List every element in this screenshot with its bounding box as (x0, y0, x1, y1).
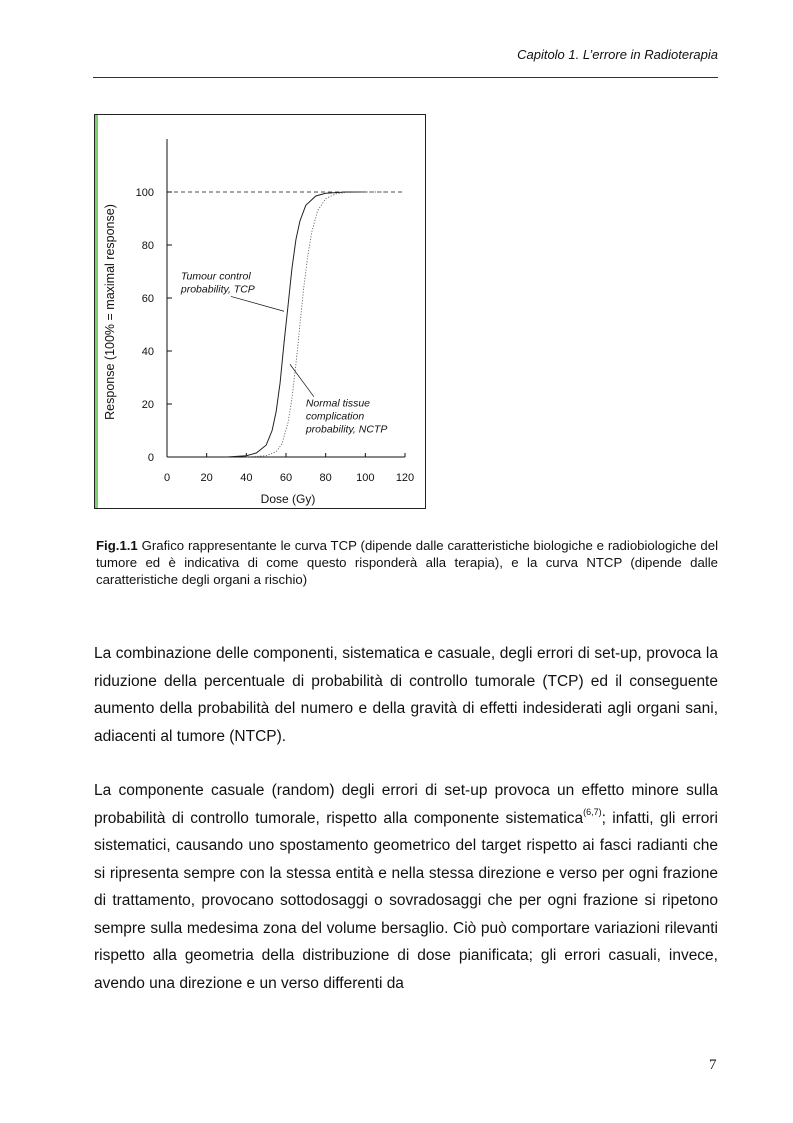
y-tick-label: 20 (141, 399, 154, 411)
ntcp-annotation-line: probability, NCTP (305, 423, 388, 436)
x-tick-label: 120 (395, 472, 415, 484)
citation-ref: (6,7) (583, 806, 602, 817)
ntcp-annotation-line: complication (305, 410, 365, 423)
tcp-pointer (231, 296, 284, 311)
body-paragraph-2 (94, 777, 718, 997)
body-paragraph-2-text-b: ; infatti, gli errori sistematici, causando uno spostamento geometrico del target rispetto ai fasci radianti che si ripresenta sempre con la stessa entità e nella stessa direzione e verso per ogni frazione di trattamento, provocano sottodosaggi o sovradosaggi che per ogni frazione si ripetono sempre sulla medesima zona del volume bersaglio. Ciò può comportare variazioni rilevanti rispetto alla geometria della distribuzione di dose pianificata; gli errori casuali, invece, avendo una direzione e un verso differenti da (94, 809, 718, 992)
ntcp-pointer (290, 364, 314, 396)
figure-label: Fig.1.1 (96, 538, 138, 553)
body-paragraph-1: La combinazione delle componenti, sistematica e casuale, degli errori di set-up, provoca la riduzione della percentuale di probabilità di controllo tumorale (TCP) ed il conseguente aumento della probabilità del numero e della gravità di effetti indesiderati agli organi sani, adiacenti al tumore (NTCP). (94, 645, 718, 745)
running-head: Capitolo 1. L’errore in Radioterapia (517, 47, 718, 62)
y-tick-label: 80 (141, 240, 154, 252)
x-tick-label: 60 (279, 472, 293, 484)
figure-caption (96, 537, 718, 588)
x-tick-label: 40 (240, 472, 253, 484)
dose-response-chart (95, 115, 427, 510)
body-paragraph-2-text-a: La componente casuale (random) degli errori di set-up provoca un effetto minore sulla probabilità di controllo tumorale, rispetto alla componente sistematica (94, 782, 718, 827)
page-number: 7 (709, 1057, 717, 1073)
y-tick-label: 40 (141, 346, 154, 358)
y-tick-label: 100 (135, 187, 154, 199)
x-axis-label: Dose (Gy) (260, 492, 316, 506)
ntcp-annotation-line: Normal tissue (305, 397, 371, 410)
header-rule (93, 77, 718, 78)
x-tick-label: 0 (163, 472, 171, 484)
tcp-annotation-line: probability, TCP (180, 283, 255, 296)
figure-frame (94, 114, 426, 509)
figure-caption-text: Grafico rappresentante le curva TCP (dipende dalle caratteristiche biologiche e radiobiologiche del tumore ed è indicativa di come questo risponderà alla terapia), e la curva NTCP (dipende dalle caratteristiche degli organi a rischio) (96, 538, 718, 587)
y-axis-label: Response (100% = maximal response) (103, 204, 117, 420)
y-tick-label: 60 (141, 293, 154, 305)
x-tick-label: 100 (356, 472, 375, 484)
x-tick-label: 80 (319, 472, 332, 484)
y-tick-label: 0 (147, 452, 154, 464)
x-tick-label: 20 (200, 472, 213, 484)
tcp-annotation-line: Tumour control (180, 270, 251, 283)
